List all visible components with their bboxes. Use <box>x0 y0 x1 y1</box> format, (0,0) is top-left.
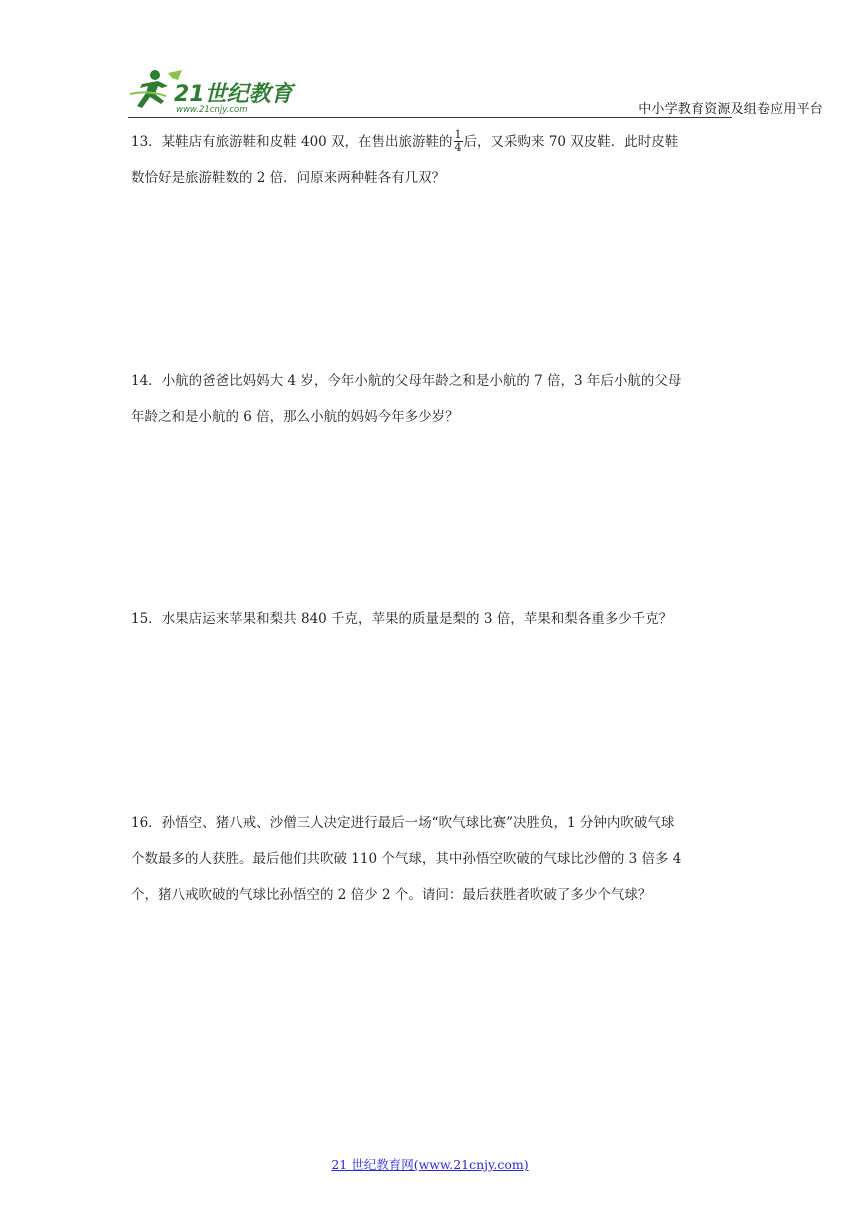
question-line <box>131 805 741 841</box>
question-text: 某鞋店有旅游鞋和皮鞋 400 双，在售出旅游鞋的 <box>161 134 453 150</box>
question-text: 水果店运来苹果和梨共 840 千克，苹果的质量是梨的 3 倍，苹果和梨各重多少千克？ <box>161 611 673 627</box>
question-14 <box>131 363 741 435</box>
fraction-denominator: 4 <box>454 141 462 154</box>
question-line <box>131 124 741 160</box>
logo-url: www.21cnjy.com <box>176 105 248 114</box>
logo-wordmark: 21世纪教育 <box>174 82 293 107</box>
question-number: 15． <box>131 611 162 627</box>
page-footer <box>0 1155 860 1173</box>
question-line: 数恰好是旅游鞋数的 2 倍．问原来两种鞋各有几双？ <box>131 170 446 186</box>
fraction-numerator: 1 <box>454 128 462 141</box>
platform-title: 中小学教育资源及组卷应用平台 <box>638 102 823 117</box>
question-number: 16． <box>131 815 162 831</box>
question-text: 小航的爸爸比妈妈大 4 岁，今年小航的父母年龄之和是小航的 7 倍，3 年后小航的父母 <box>161 373 682 389</box>
footer-link[interactable]: 21 世纪教育网(www.21cnjy.com) <box>331 1157 529 1172</box>
question-number: 13． <box>131 134 162 150</box>
question-text: 孙悟空、猪八戒、沙僧三人决定进行最后一场“吹气球比赛”决胜负，1 分钟内吹破气球 <box>161 815 675 831</box>
question-number: 14． <box>131 373 162 389</box>
runner-logo-icon <box>128 68 308 114</box>
header-divider <box>128 117 732 118</box>
question-16 <box>131 805 741 913</box>
question-line <box>131 601 741 637</box>
question-line: 个数最多的人获胜。最后他们共吹破 110 个气球，其中孙悟空吹破的气球比沙僧的 3 倍多 4 <box>131 851 682 867</box>
brand-logo <box>128 68 308 114</box>
question-line: 个，猪八戒吹破的气球比孙悟空的 2 倍少 2 个。请问：最后获胜者吹破了多少个气球？ <box>131 887 652 903</box>
question-15 <box>131 601 741 637</box>
question-line: 年龄之和是小航的 6 倍，那么小航的妈妈今年多少岁？ <box>131 409 459 425</box>
question-text: 后，又采购来 70 双皮鞋．此时皮鞋 <box>463 134 679 150</box>
question-13 <box>131 124 741 196</box>
question-line <box>131 363 741 399</box>
page-header <box>128 62 823 118</box>
fraction <box>454 129 463 154</box>
